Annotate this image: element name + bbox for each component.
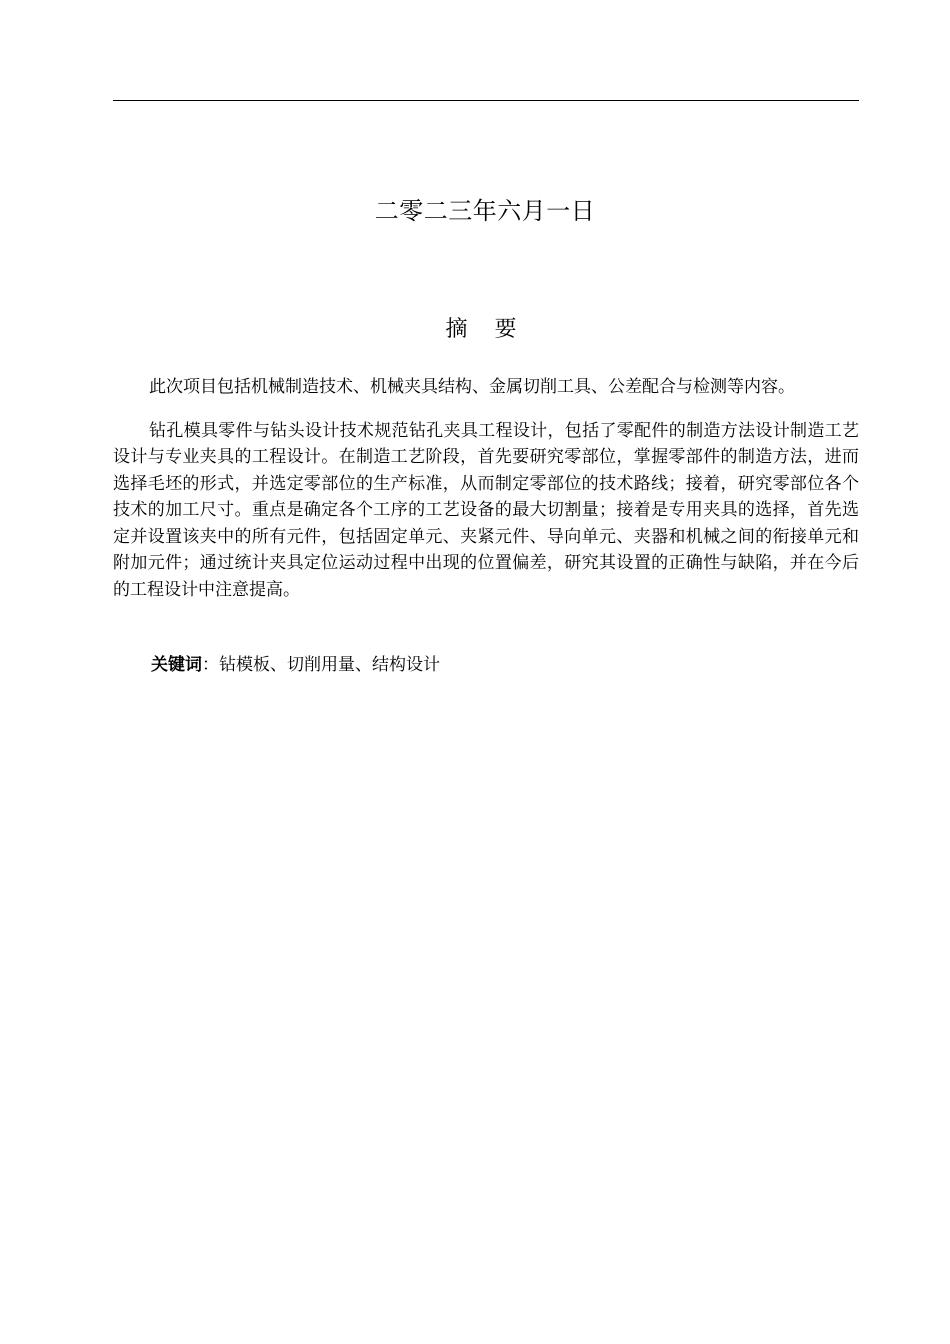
keywords-line (151, 652, 440, 678)
document-date: 二零二三年六月一日 (374, 197, 596, 225)
keywords-text: 钻模板、切削用量、结构设计 (219, 655, 440, 675)
abstract-body (113, 374, 859, 603)
keywords-label: 关键词 (151, 655, 202, 675)
header-rule (113, 100, 859, 101)
abstract-paragraph: 钻孔模具零件与钻头设计技术规范钻孔夹具工程设计，包括了零配件的制造方法设计制造工艺设计与专业夹具的工程设计。在制造工艺阶段，首先要研究零部位，掌握零部件的制造方法，进而选择毛坯的形式，并选定零部位的生产标准，从而制定零部位的技术路线；接着，研究零部位各个技术的加工尺寸。重点是确定各个工序的工艺设备的最大切割量；接着是专用夹具的选择，首先选定并设置该夹中的所有元件，包括固定单元、夹紧元件、导向单元、夹器和机械之间的衔接单元和附加元件；通过统计夹具定位运动过程中出现的位置偏差，研究其设置的正确性与缺陷，并在今后的工程设计中注意提高。 (113, 420, 859, 600)
keywords-separator: ： (202, 655, 219, 675)
abstract-paragraph: 此次项目包括机械制造技术、机械夹具结构、金属切削工具、公差配合与检测等内容。 (149, 377, 795, 397)
abstract-heading: 摘 要 (445, 317, 527, 342)
